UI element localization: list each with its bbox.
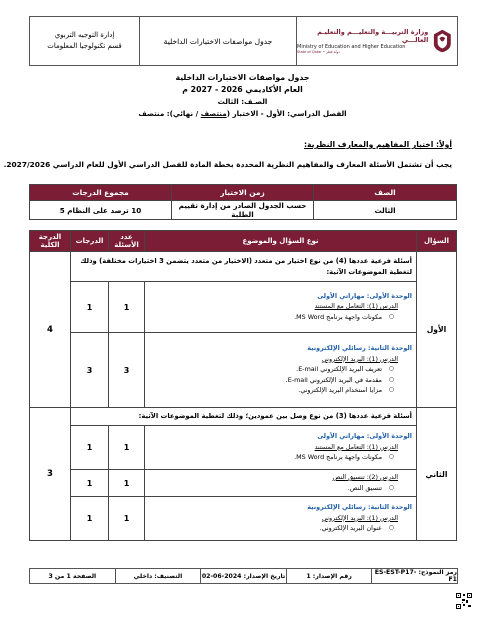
q1-unit-1-lesson: الدرس (1): التعامل مع المستند <box>314 302 398 311</box>
q1-unit-1 <box>145 282 417 333</box>
org-line-1: إدارة التوجيه التربوي <box>54 31 115 39</box>
col-type: نوع السؤال والموضوع <box>145 231 417 252</box>
q2-unit-2 <box>145 497 417 541</box>
q2-unit-1-marks: 1 <box>71 426 109 470</box>
q2-unit-1-lesson-2 <box>145 470 417 497</box>
org-cell <box>30 17 140 65</box>
footer-version: رقم الإصدار: 1 <box>286 569 372 583</box>
ministry-name-en: Ministry of Education and Higher Education <box>297 44 406 50</box>
q2-intro: أسئلة فرعية عددها (3) من نوع وصل بين عمودين؛ وذلك لتغطية الموضوعات الآتية: <box>71 408 417 426</box>
q1-unit-2-bullet-3: ○ مزايا استخدام البريد الإلكتروني. <box>149 385 412 396</box>
q2-unit-2-bullet: ○ عنوان البريد الإلكتروني. <box>149 523 412 534</box>
q2-total: 3 <box>30 408 71 541</box>
col-question: السؤال <box>417 231 457 252</box>
grade-line: الصـف: الثالث <box>217 97 268 106</box>
info-value-total: 10 ترصد على النظام 5 <box>30 201 172 220</box>
col-total: الدرجة الكلية <box>30 231 71 252</box>
org-line-2: قسم تكنولوجيا المعلومات <box>47 42 122 50</box>
doc-title: جدول مواصفات الاختبارات الداخلية <box>163 36 273 46</box>
q2-unit-1-lesson-2-title: الدرس (2): تنسيق النص <box>332 473 398 481</box>
q1-unit-2-bullet-2: ○ مقدمة في البريد الإلكتروني E-mail. <box>149 375 412 386</box>
info-header-total: مجموع الدرجات <box>30 185 172 201</box>
semester-prefix: الفصل الدراسي: الأول - الاختبار ( <box>226 109 347 118</box>
qr-code-icon <box>456 593 472 609</box>
q2-unit-2-marks: 1 <box>71 497 109 541</box>
info-value-grade: الثالث <box>314 201 457 220</box>
info-value-time: حسب الجدول الصادر من إدارة تقييم الطلبة <box>172 201 314 220</box>
semester-underlined: منتصف <box>200 109 227 118</box>
q2-unit-2-count: 1 <box>109 497 145 541</box>
title-line-1: جدول مواصفات الاختبارات الداخلية <box>175 73 310 82</box>
q1-unit-2-bullet-1: ○ تعريف البريد الإلكتروني E-mail. <box>149 364 412 375</box>
q1-unit-2-marks: 3 <box>71 333 109 408</box>
q1-unit-2-count: 3 <box>109 333 145 408</box>
q1-unit-1-bullet: ○ مكونات واجهة برنامج MS Word. <box>149 312 412 323</box>
q2-unit-1-lesson-2-marks: 1 <box>71 470 109 497</box>
q1-unit-1-marks: 1 <box>71 282 109 333</box>
instruction-note: يجب أن تشتمل الأسئلة المعارف والمفاهيم النظرية المحددة بخطة المادة للفصل الدراسي الأول للعام الدراسي 2027/2026. <box>3 160 452 169</box>
section-title: أولاً: اختبار المفاهيم والمعارف النظرية: <box>303 140 452 149</box>
q2-unit-1-lesson-2-count: 1 <box>109 470 145 497</box>
document-titles <box>29 72 456 120</box>
spec-table <box>29 230 457 541</box>
q2-unit-1-bullet: ○ مكونات واجهة برنامج MS Word. <box>149 452 412 463</box>
academic-year: العام الأكاديمي 2026 - 2027 م <box>182 85 303 94</box>
q1-total: 4 <box>30 252 71 408</box>
q1-unit-1-title: الوحدة الأولى: مهاراتي الأولى <box>317 291 412 300</box>
q1-unit-2 <box>145 333 417 408</box>
footer-form-code: رمز النموذج: ES-EST-P17-F1 <box>371 569 457 583</box>
q2-unit-2-lesson: الدرس (1): البريد الإلكتروني <box>321 513 398 522</box>
info-header-time: زمن الاختبار <box>172 185 314 201</box>
q1-unit-1-count: 1 <box>109 282 145 333</box>
q2-unit-1 <box>145 426 417 470</box>
q1-unit-2-title: الوحدة الثانية: رسائلي الإلكترونية <box>307 344 412 353</box>
q1-intro: أسئلة فرعية عددها (4) من نوع اختيار من متعدد (الاختيار من متعدد يتضمن 3 اختيارات مختلفة) وذلك لتغطية الموضوعات الآتية: <box>71 252 417 282</box>
q2-label: الثاني <box>417 408 457 541</box>
footer-classification: التصنيف: داخلي <box>115 569 201 583</box>
col-count: عدد الأسئلة <box>109 231 145 252</box>
q2-unit-1-count: 1 <box>109 426 145 470</box>
q1-label: الأول <box>417 252 457 408</box>
document-header <box>29 16 458 66</box>
q1-unit-2-lesson: الدرس (1): البريد الإلكتروني <box>321 354 398 363</box>
q2-unit-1-lesson-2-bullet: ○ تنسيق النص. <box>149 483 412 494</box>
q2-unit-1-title: الوحدة الأولى: مهاراتي الأولى <box>317 432 412 441</box>
ministry-logo-icon <box>432 28 453 54</box>
ministry-cell <box>297 17 457 65</box>
footer-date: تاريخ الإصدار: 2024-06-02 <box>200 569 286 583</box>
semester-suffix: / نهائي): منتصف <box>138 109 201 118</box>
ministry-state: State of Qatar • دولة قطر <box>297 50 340 54</box>
q2-unit-1-lesson: الدرس (1): التعامل مع المستند <box>314 442 398 451</box>
info-header-grade: الصف <box>314 185 457 201</box>
doc-title-cell <box>140 17 297 65</box>
info-table <box>29 184 457 220</box>
footer-page: الصفحة 1 من 3 <box>48 572 97 580</box>
semester-line <box>29 108 456 120</box>
ministry-name-ar: وزارة التربيـــة والتعليـــم والتعليـم العالـــي <box>317 28 429 44</box>
document-footer <box>29 568 458 584</box>
q2-unit-2-title: الوحدة الثانية: رسائلي الإلكترونية <box>307 503 412 512</box>
ministry-name <box>297 28 428 54</box>
col-marks: الدرجات <box>71 231 109 252</box>
